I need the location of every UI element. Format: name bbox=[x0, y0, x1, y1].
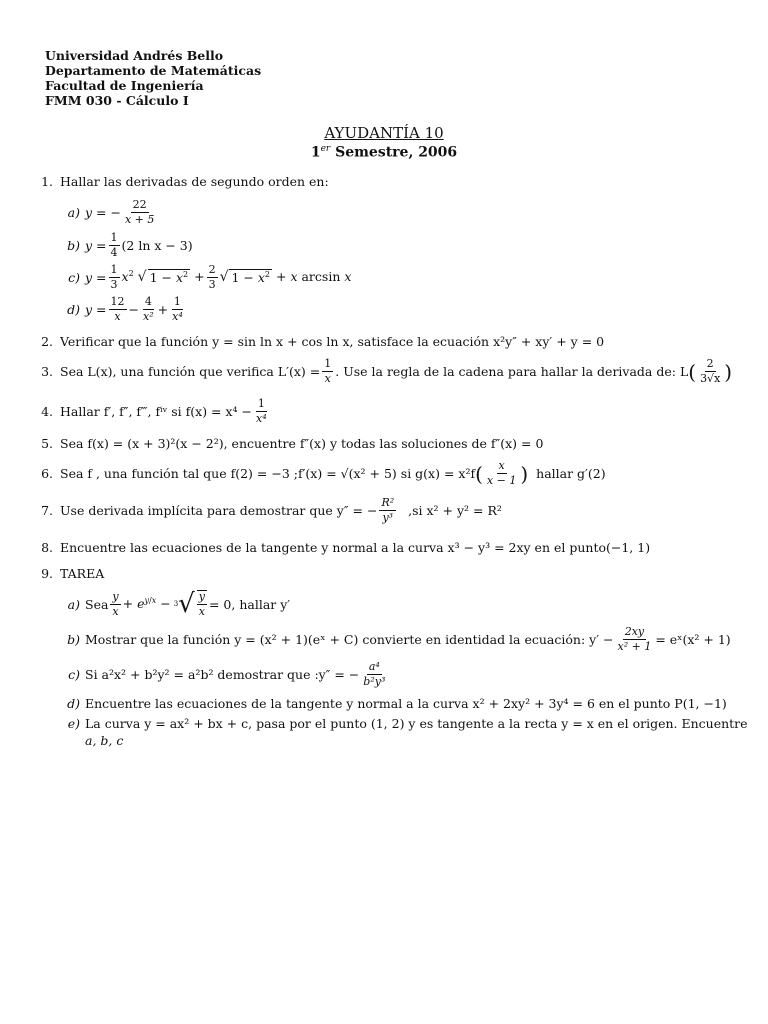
problem-text: Sea L(x), una función que verifica L′(x) = bbox=[60, 364, 321, 379]
fraction bbox=[361, 661, 387, 688]
math-operator: + bbox=[157, 302, 169, 317]
math-expr: + $e^{y/x}$ − bbox=[122, 596, 171, 612]
item-label: e) bbox=[67, 716, 80, 731]
course-name: FMM 030 - Cálculo I bbox=[45, 93, 189, 108]
fraction-denominator: x² bbox=[143, 310, 154, 323]
fraction-numerator: y bbox=[112, 589, 119, 603]
problem-5 bbox=[38, 436, 543, 451]
item-label: d) bbox=[67, 302, 80, 317]
problem-9e-continuation: a, b, c bbox=[85, 733, 124, 748]
fraction-denominator: x + 5 bbox=[124, 213, 155, 226]
math-expr: y = bbox=[85, 302, 107, 317]
problem-text: Use derivada implícita para demostrar que y″ = − bbox=[60, 503, 378, 518]
fraction-numerator: y bbox=[198, 590, 205, 603]
item-label: c) bbox=[68, 667, 80, 682]
problem-number: 2. bbox=[41, 334, 53, 349]
problem-text: ,si x² + y² = R² bbox=[408, 503, 502, 518]
problem-4 bbox=[38, 398, 271, 425]
problem-text: = eˣ(x² + 1) bbox=[655, 632, 731, 647]
institution-header bbox=[45, 48, 261, 108]
problem-text: Sea f(x) = (x + 3)²(x − 2²), encuentre f″(x) y todas las soluciones de f″(x) = 0 bbox=[60, 436, 544, 451]
problem-1a bbox=[66, 199, 158, 226]
problem-1c bbox=[66, 264, 351, 291]
problem-text: TAREA bbox=[60, 566, 105, 581]
problem-number: 7. bbox=[41, 503, 53, 518]
problem-9d bbox=[66, 696, 727, 711]
math-operator: − bbox=[128, 302, 139, 317]
problem-text: Si a²x² + b²y² = a²b² demostrar que :y″ = − bbox=[85, 667, 360, 682]
problem-7 bbox=[38, 497, 502, 524]
faculty-name: Facultad de Ingeniería bbox=[45, 78, 204, 93]
problem-text: Hallar f′, f″, f‴, fⁱᵛ si f(x) = x⁴ − bbox=[60, 404, 252, 419]
problem-number: 4. bbox=[41, 404, 53, 419]
fraction bbox=[322, 358, 333, 385]
fraction bbox=[485, 460, 518, 487]
problem-text: Mostrar que la función y = (x² + 1)(eˣ + C) convierte en identidad la ecuación: y′ − bbox=[85, 632, 614, 647]
radical-sign: √ bbox=[178, 589, 195, 619]
fraction-numerator: 12 bbox=[110, 295, 125, 308]
fraction-numerator: a⁴ bbox=[368, 660, 380, 673]
fraction bbox=[207, 264, 218, 291]
fraction bbox=[254, 398, 269, 425]
problem-text: = 0, hallar y′ bbox=[208, 596, 291, 612]
problem-text: Sea f , una función tal que f(2) = −3 ;f′(x) = √(x² + 5) si g(x) = x²f bbox=[60, 466, 476, 481]
fraction-numerator: 2xy bbox=[624, 625, 645, 638]
fraction bbox=[110, 591, 120, 618]
fraction bbox=[698, 358, 722, 385]
problem-text: Verificar que la función y = sin ln x + cos ln x, satisface la ecuación x²y″ + xy′ + y = 0 bbox=[60, 334, 605, 349]
fraction-numerator: 22 bbox=[132, 198, 147, 211]
page-subtitle bbox=[0, 144, 768, 161]
fraction-denominator: 4 bbox=[110, 246, 118, 259]
fraction bbox=[616, 626, 654, 653]
problem-9 bbox=[38, 566, 104, 581]
paren-right: ) bbox=[520, 461, 529, 486]
fraction-denominator: x² + 1 bbox=[617, 640, 652, 653]
fraction-denominator: x bbox=[198, 605, 205, 618]
problem-number: 8. bbox=[41, 540, 53, 555]
problem-number: 6. bbox=[41, 466, 53, 481]
problem-3 bbox=[38, 358, 732, 385]
fraction-denominator: 3√x bbox=[700, 372, 721, 385]
problem-1d bbox=[66, 296, 187, 323]
item-label: a) bbox=[67, 596, 80, 612]
fraction-numerator: 2 bbox=[208, 263, 216, 276]
paren-left: ( bbox=[688, 359, 697, 384]
problem-2 bbox=[38, 334, 604, 349]
math-expr: y = − bbox=[85, 205, 121, 220]
paren-left: ( bbox=[475, 461, 483, 486]
fraction-denominator: x bbox=[112, 604, 119, 618]
item-label: b) bbox=[67, 632, 80, 647]
semester-number: 1 bbox=[310, 144, 321, 161]
problem-6 bbox=[38, 460, 606, 487]
item-label: c) bbox=[68, 270, 80, 285]
problem-text: hallar g′(2) bbox=[536, 466, 606, 481]
fraction-numerator: x bbox=[498, 459, 505, 472]
fraction-denominator: x − 1 bbox=[486, 474, 517, 487]
math-expr: y = bbox=[85, 238, 107, 253]
math-expr: √ $1 - x^2 + x$ arcsin x bbox=[219, 269, 352, 286]
math-expr: $x^2$ √ $1 - x^2$ + bbox=[121, 269, 205, 286]
fraction bbox=[109, 264, 120, 291]
fraction-numerator: 1 bbox=[257, 397, 265, 410]
fraction bbox=[109, 232, 120, 259]
item-label: b) bbox=[67, 238, 80, 253]
semester-rest: Semestre, 2006 bbox=[330, 144, 458, 161]
fraction bbox=[197, 590, 207, 618]
university-name: Universidad Andrés Bello bbox=[45, 48, 224, 63]
problem-9c bbox=[66, 661, 389, 688]
fraction-numerator: R² bbox=[381, 496, 395, 509]
fraction-denominator: x⁴ bbox=[256, 412, 267, 425]
problem-9a bbox=[66, 590, 290, 618]
problem-text: Hallar las derivadas de segundo orden en: bbox=[60, 174, 329, 189]
problem-text: . Use la regla de la cadena para hallar la derivada de: L bbox=[335, 364, 689, 379]
problem-text: Encuentre las ecuaciones de la tangente y normal a la curva x³ − y³ = 2xy en el punto(−1, 1) bbox=[60, 540, 651, 555]
fraction-denominator: 3 bbox=[110, 278, 118, 291]
problem-1 bbox=[38, 174, 329, 189]
department-name: Departamento de Matemáticas bbox=[45, 63, 262, 78]
problem-8 bbox=[38, 540, 650, 555]
problem-9b bbox=[66, 626, 731, 653]
fraction bbox=[141, 296, 156, 323]
problem-text: Sea bbox=[85, 596, 109, 612]
fraction bbox=[379, 497, 396, 524]
fraction-denominator: 3 bbox=[208, 278, 216, 291]
math-expr: y = bbox=[85, 270, 107, 285]
fraction bbox=[123, 199, 156, 226]
fraction-denominator: x bbox=[324, 372, 331, 385]
problem-number: 5. bbox=[41, 436, 53, 451]
fraction bbox=[170, 296, 185, 323]
fraction-numerator: 1 bbox=[173, 295, 181, 308]
fraction-numerator: 1 bbox=[110, 263, 118, 276]
problem-number: 9. bbox=[41, 566, 53, 581]
fraction-numerator: 1 bbox=[110, 231, 118, 244]
problem-number: 3. bbox=[41, 364, 53, 379]
problem-text: Encuentre las ecuaciones de la tangente y normal a la curva x² + 2xy² + 3y⁴ = 6 en el punto P(1, −1) bbox=[85, 696, 727, 711]
fraction-numerator: 2 bbox=[706, 357, 714, 370]
fraction bbox=[109, 296, 127, 323]
fraction-denominator: y³ bbox=[382, 511, 394, 524]
fraction-denominator: b²y³ bbox=[363, 675, 386, 688]
fraction-denominator: x bbox=[114, 310, 121, 323]
fraction-numerator: 1 bbox=[324, 357, 332, 370]
fraction-denominator: x⁴ bbox=[172, 310, 183, 323]
paren-right: ) bbox=[724, 359, 733, 384]
math-expr-rest: (2 ln x − 3) bbox=[121, 238, 193, 253]
item-label: d) bbox=[67, 696, 80, 711]
problem-number: 1. bbox=[41, 174, 53, 189]
root-index: 3 bbox=[173, 600, 179, 608]
semester-ordinal: er bbox=[320, 144, 331, 154]
problem-1b bbox=[66, 232, 193, 259]
page-title: AYUDANTÍA 10 bbox=[324, 124, 444, 142]
problem-text: La curva y = ax² + bx + c, pasa por el punto (1, 2) y es tangente a la recta y = x en el origen. Encuentre bbox=[85, 716, 748, 731]
problem-9e bbox=[66, 716, 748, 731]
item-label: a) bbox=[67, 205, 80, 220]
fraction-numerator: 4 bbox=[144, 295, 152, 308]
